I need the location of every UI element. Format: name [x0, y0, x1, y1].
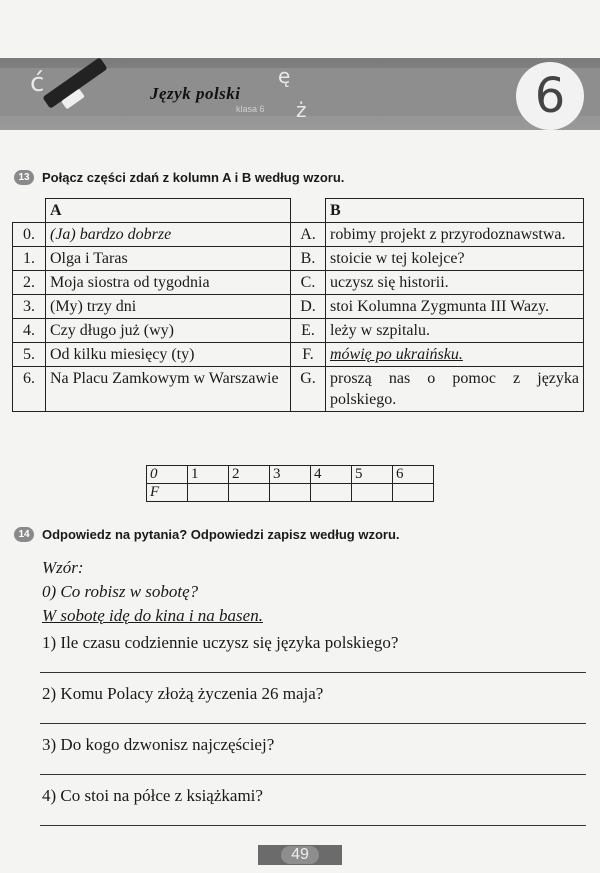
- row-part-b: proszą nas o pomoc z języka polskiego.: [326, 367, 584, 412]
- matching-table: [12, 198, 584, 412]
- subject-title: Język polski: [150, 84, 241, 103]
- row-letter: D.: [291, 295, 326, 319]
- answer-line-2[interactable]: [40, 723, 586, 724]
- row-number: 5.: [13, 343, 46, 367]
- banner-letter-z: ż: [296, 98, 307, 122]
- key-answer-cell[interactable]: [270, 484, 311, 502]
- row-letter: G.: [291, 367, 326, 412]
- banner-letter-e: ę: [278, 64, 291, 88]
- question-4: 4) Co stoi na półce z książkami?: [42, 786, 263, 805]
- row-letter: F.: [291, 343, 326, 367]
- row-letter: E.: [291, 319, 326, 343]
- task-13-number: 13: [14, 170, 34, 185]
- example-question: 0) Co robisz w sobotę?: [42, 582, 199, 601]
- row-part-b: uczysz się historii.: [326, 271, 584, 295]
- table-row: [13, 295, 584, 319]
- row-part-a: (Ja) bardzo dobrze: [46, 223, 291, 247]
- table-row: [13, 271, 584, 295]
- row-number: 6.: [13, 367, 46, 412]
- page-number-badge: [258, 845, 342, 865]
- row-letter: A.: [291, 223, 326, 247]
- header-banner: [0, 58, 600, 130]
- row-part-a: Czy długo już (wy): [46, 319, 291, 343]
- question-2: 2) Komu Polacy złożą życzenia 26 maja?: [42, 684, 324, 703]
- row-number: 3.: [13, 295, 46, 319]
- task-13-instruction: Połącz części zdań z kolumn A i B według wzoru.: [42, 170, 345, 185]
- row-part-b: leży w szpitalu.: [326, 319, 584, 343]
- table-corner: [13, 199, 46, 223]
- table-row: [13, 367, 584, 412]
- answer-key-grid: [146, 465, 434, 502]
- row-part-a: Olga i Taras: [46, 247, 291, 271]
- key-answer-cell[interactable]: [393, 484, 434, 502]
- grade-label: klasa 6: [236, 104, 265, 114]
- task-14-header: [14, 527, 400, 542]
- row-part-b: stoicie w tej kolejce?: [326, 247, 584, 271]
- column-b-header: B: [326, 199, 584, 223]
- key-number: 5: [352, 466, 393, 484]
- key-number: 2: [229, 466, 270, 484]
- row-part-a: (My) trzy dni: [46, 295, 291, 319]
- row-letter: B.: [291, 247, 326, 271]
- table-row: [13, 247, 584, 271]
- table-row: [13, 223, 584, 247]
- row-part-a: Od kilku miesięcy (ty): [46, 343, 291, 367]
- column-a-header: A: [46, 199, 291, 223]
- table-spacer: [291, 199, 326, 223]
- key-answer-cell[interactable]: [229, 484, 270, 502]
- key-number: 4: [311, 466, 352, 484]
- row-number: 1.: [13, 247, 46, 271]
- question-1: 1) Ile czasu codziennie uczysz się języka polskiego?: [42, 633, 399, 652]
- row-number: 4.: [13, 319, 46, 343]
- unit-number-badge: 6: [516, 62, 584, 130]
- page-number: 49: [281, 846, 319, 864]
- key-answers-row: [147, 484, 434, 502]
- key-number: 3: [270, 466, 311, 484]
- key-number: 1: [188, 466, 229, 484]
- banner-letter-c: ć: [30, 68, 45, 98]
- task-14-instruction: Odpowiedz na pytania? Odpowiedzi zapisz według wzoru.: [42, 527, 400, 542]
- row-part-b: stoi Kolumna Zygmunta III Wazy.: [326, 295, 584, 319]
- key-number: 0: [147, 466, 188, 484]
- row-part-a: Na Placu Zamkowym w Warszawie: [46, 367, 291, 412]
- answer-line-1[interactable]: [40, 672, 586, 673]
- table-row: [13, 343, 584, 367]
- key-answer-cell[interactable]: [311, 484, 352, 502]
- row-part-b: robimy projekt z przyrodoznawstwa.: [326, 223, 584, 247]
- key-answer-cell[interactable]: [188, 484, 229, 502]
- row-number: 2.: [13, 271, 46, 295]
- task-14-number: 14: [14, 527, 34, 542]
- table-header-row: [13, 199, 584, 223]
- task-13-header: [14, 170, 344, 185]
- row-part-b: mówię po ukraińsku.: [326, 343, 584, 367]
- row-number: 0.: [13, 223, 46, 247]
- example-answer: W sobotę idę do kina i na basen.: [42, 606, 263, 625]
- key-answer-cell[interactable]: F: [147, 484, 188, 502]
- table-row: [13, 319, 584, 343]
- key-numbers-row: [147, 466, 434, 484]
- question-3: 3) Do kogo dzwonisz najczęściej?: [42, 735, 275, 754]
- example-label: Wzór:: [42, 558, 84, 577]
- answer-line-4[interactable]: [40, 825, 586, 826]
- answer-line-3[interactable]: [40, 774, 586, 775]
- row-part-a: Moja siostra od tygodnia: [46, 271, 291, 295]
- row-letter: C.: [291, 271, 326, 295]
- key-number: 6: [393, 466, 434, 484]
- key-answer-cell[interactable]: [352, 484, 393, 502]
